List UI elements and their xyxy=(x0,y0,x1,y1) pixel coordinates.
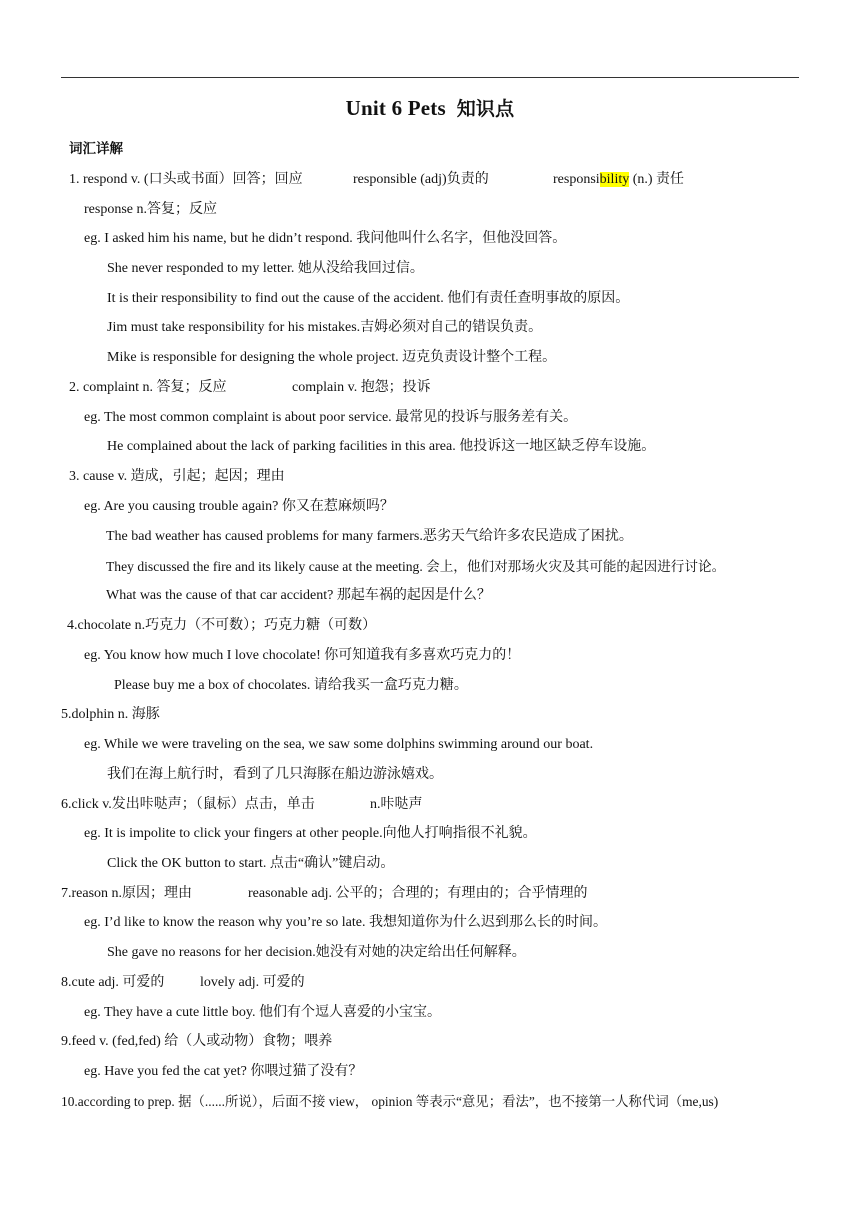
entry-line: n.咔哒声 xyxy=(370,797,423,812)
example-line: Mike is responsible for designing the whole project. 迈克负责设计整个工程。 xyxy=(107,350,557,365)
page-title xyxy=(0,94,860,121)
entry-text: (n.) 责任 xyxy=(629,172,685,187)
header-rule xyxy=(61,77,799,78)
entry-line: lovely adj. 可爱的 xyxy=(200,975,305,990)
entry-line: 10.according to prep. 据（......所说），后面不接 view， opinion 等表示“意见；看法”，也不接第一人称代词（me,us) xyxy=(61,1094,719,1109)
example-line: The bad weather has caused problems for many farmers.恶劣天气给许多农民造成了困扰。 xyxy=(106,529,633,544)
example-line: eg. You know how much I love chocolate! 你可知道我有多喜欢巧克力的！ xyxy=(84,648,521,663)
example-line: Please buy me a box of chocolates. 请给我买一盒巧克力糖。 xyxy=(114,678,468,693)
entry-line: 2. complaint n. 答复；反应 xyxy=(69,380,227,395)
entry-line: 9.feed v. (fed,fed) 给（人或动物）食物；喂养 xyxy=(61,1034,333,1049)
highlighted-text: bility xyxy=(599,172,630,187)
example-line: Jim must take responsibility for his mistakes.吉姆必须对自己的错误负责。 xyxy=(107,320,543,335)
entry-line: 5.dolphin n. 海豚 xyxy=(61,707,160,722)
example-line: eg. They have a cute little boy. 他们有个逗人喜爱的小宝宝。 xyxy=(84,1005,441,1020)
entry-line: 1. respond v. (口头或书面）回答；回应 xyxy=(69,172,303,187)
entry-line: responsible (adj)负责的 xyxy=(353,172,489,187)
entry-line: 4.chocolate n.巧克力（不可数）；巧克力糖（可数） xyxy=(67,618,377,633)
example-line: Click the OK button to start. 点击“确认”键启动。 xyxy=(107,856,395,871)
example-line: She gave no reasons for her decision.她没有对她的决定给出任何解释。 xyxy=(107,945,526,960)
title-chinese: 知识点 xyxy=(456,98,515,120)
example-line: They discussed the fire and its likely cause at the meeting. 会上，他们对那场火灾及其可能的起因进行讨论。 xyxy=(106,559,726,574)
section-heading: 词汇详解 xyxy=(69,141,123,157)
example-line: eg. I asked him his name, but he didn’t respond. 我问他叫什么名字，但他没回答。 xyxy=(84,231,567,246)
example-line: She never responded to my letter. 她从没给我回过信。 xyxy=(107,261,424,276)
entry-text: responsi xyxy=(553,172,600,187)
example-line: eg. Are you causing trouble again? 你又在惹麻烦吗？ xyxy=(84,499,394,514)
title-english: Unit 6 Pets xyxy=(345,96,446,120)
entry-line: 7.reason n.原因；理由 xyxy=(61,886,193,901)
example-line: 我们在海上航行时，看到了几只海豚在船边游泳嬉戏。 xyxy=(107,767,443,782)
example-line: eg. While we were traveling on the sea, we saw some dolphins swimming around our boat. xyxy=(84,737,594,752)
entry-line: complain v. 抱怨；投诉 xyxy=(292,380,431,395)
entry-line xyxy=(553,170,684,190)
example-line: It is their responsibility to find out the cause of the accident. 他们有责任查明事故的原因。 xyxy=(107,291,630,306)
entry-line: reasonable adj. 公平的；合理的；有理由的；合乎情理的 xyxy=(248,886,588,901)
example-line: eg. Have you fed the cat yet? 你喂过猫了没有？ xyxy=(84,1064,363,1079)
example-line: What was the cause of that car accident? 那起车祸的起因是什么？ xyxy=(106,588,491,603)
example-line: eg. It is impolite to click your fingers at other people.向他人打响指很不礼貌。 xyxy=(84,826,537,841)
entry-line: 6.click v.发出咔哒声；（鼠标）点击，单击 xyxy=(61,797,315,812)
entry-line: 8.cute adj. 可爱的 xyxy=(61,975,165,990)
example-line: eg. I’d like to know the reason why you’re so late. 我想知道你为什么迟到那么长的时间。 xyxy=(84,915,607,930)
entry-line: response n.答复；反应 xyxy=(84,202,217,217)
entry-line: 3. cause v. 造成，引起；起因；理由 xyxy=(69,469,285,484)
example-line: eg. The most common complaint is about poor service. 最常见的投诉与服务差有关。 xyxy=(84,410,578,425)
example-line: He complained about the lack of parking facilities in this area. 他投诉这一地区缺乏停车设施。 xyxy=(107,439,656,454)
